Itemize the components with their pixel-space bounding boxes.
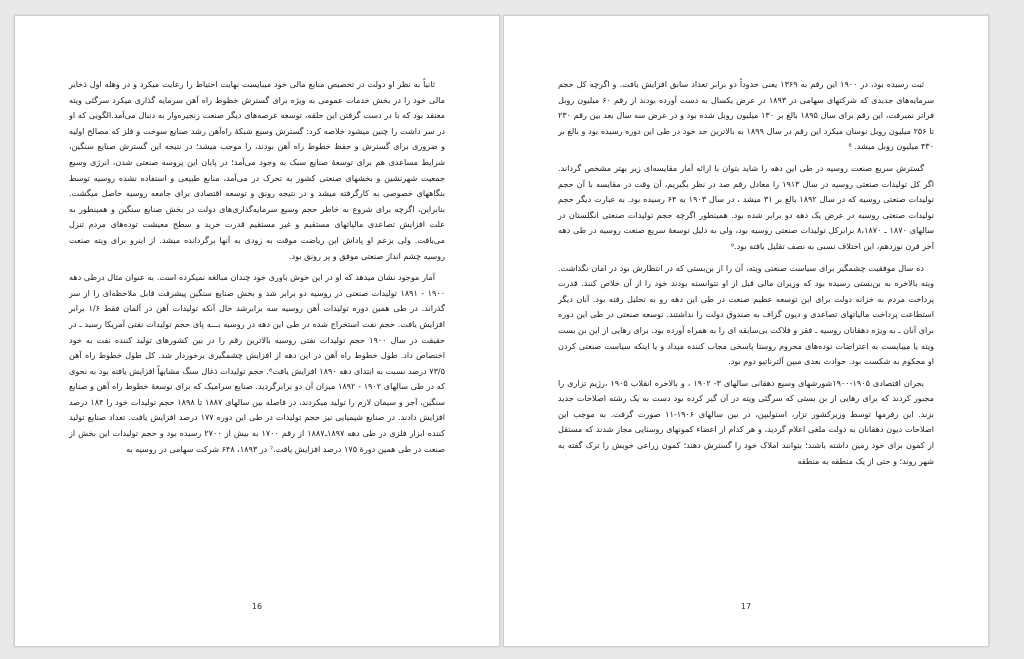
document-page-left <box>14 15 500 647</box>
page-number: 17 <box>740 602 752 611</box>
paragraph: ده سال موفقیت چشمگیر برای سیاست صنعتی ویته، آن را از بن‌بستی که در انتظارش بود در امان نگذاشت. ویته بالاخره به بن‌بستی رسیده بود که وزیران مالی قبل از او نتوانسته بودند خود را از آن خلاص کنند. قدرت پرداخت مردم به خزانه دولت برای این توسعه عظیم صنعت در طی این دهه رو به تحلیل رفته بود. آنان دیگر استطاعت پرداخت مالیاتهای تصاعدی و دیون گزاف به صندوق دولت را نداشتند. توسعه صنعتی در طی این دوره برای آنان ـ به ویژه دهقانان روسیه ـ فقر و فلاکت بی‌سابقه ای را به همراه آورده بود. برای رهایی از این بن بست ویته یا میبایست به اعتراضات توده‌های محروم روستا پاسخی مجاب کننده میداد و یا اینکه سیاست صنعتی کردن او محکوم به شکست بود. حوادث بعدی مبین آلترناتیو دوم بود. <box>558 262 934 367</box>
document-page-right <box>503 15 989 647</box>
paragraph: گسترش سریع صنعت روسیه در طی این دهه را شاید بتوان با ارائه آمار مقایسه‌ای زیر بهتر مشخص گرداند. اگر کل تولیدات صنعتی روسیه در سال ۱۹۱۳ را معادل رقم صد در نظر بگیریم، آن وقت در مقایسه با آن حجم تولیدات صنعتی روسیه که در سال ۱۸۹۲ بالغ بر ۳۱ میشد ، در سال ۱۹۰۳ به ۶۴ رسیده بود. به عبارت دیگر حجم تولیدات صنعتی روسیه در عرض یک دهه دو برابر شده بود. همینطور اگرچه حجم تولیدات صنعتی انگلستان در سالهای ۱۸۷۰ ـ ۸،۱۸۷۰ برابرکل تولیدات صنعتی روسیه بود، ولی به دلیل توسعهٔ سریع صنعت روسیه در طی دهه آخر قرن نوزدهم، این اختلاف نسبی به نصف تقلیل یافته بود.⁹ <box>558 162 934 251</box>
paragraph: آمار موجود نشان میدهد که او در این خوش باوری خود چندان مبالغه نمیکرده است. به عنوان مثال درطی دهه ۱۹۰۰ - ۱۸۹۱ تولیدات صنعتی در روسیه دو برابر شد و بخش صنایع سنگین پیشرفت قابل ملاحظه‌ای را از سر گذراند. در طی همین دوره تولیدات آهن روسیه سه برابرشد حال آنکه تولیدات آهن در آلمان فقط ۱/۶ برابر افزایش یافت. حجم نفت استخراج شده در طی این دهه در روسیه بـــه پای حجم تولیدات نفتی آمریکا رسید ـ در حقیقت در سال ۱۹۰۰ حجم تولیدات نفتی روسیه بالاترین رقم را در بین کشورهای تولید کننده نفت به خود اختصاص داد. طول خطوط راه آهن در این دهه از افزایش چشمگیری برخوردار شد. کل طول خطوط راه آهن ۷۳/۵ درصد نسبت به ابتدای دهه ۱۸۹۰ افزایش یافت⁶. حجم تولیدات ذغال سنگ مشابهاً افزایش یافته بود به نحوی که در طی سالهای ۱۹۰۲ - ۱۸۹۲ میزان آن دو برابرگردید. صنایع سرامیک که برای توسعهٔ خطوط راه آهن و صنایع سنگین، آجر و سیمان لازم را تولید میکردند، در فاصله بین سالهای ۱۸۸۷ تا ۱۸۹۸ حجم تولیدات خود را ۱۸۴ درصد افزایش دادند. در صنایع شیمیایی نیز حجم تولیدات در طی این دوره ۱۷۷ درصد افزایش یافت. تعداد صنایع تولید کننده ابزار فلزی در طی دهه ۱۸۹۷ـ۱۸۸۷ از رقم ۱۷۰۰ به بیش از ۲۷۰۰ رسیده بود و حجم تولیدات این بخش از صنعت در طی همین دورهٔ ۱۷۵ درصد افزایش یافت.⁷ در ۱۸۹۳، ۶۴۸ شرکت سهامی در روسیه به <box>69 272 445 454</box>
paragraph: بحران اقتصادی ۱۹۰۵-۱۹۰۰شورشهای وسیع دهقانی سالهای ۳- ۱۹۰۲ ، و بالاخره انقلاب ۱۹۰۵ ،رژیم تزاری را مجبور کردند که برای رهایی از بن بستی که سرگئی ویته در آن گیر کرده بود دست به یک رشته اصلاحات جدید بزند. این رفرمها توسط وزیرکشور تزار، استولیپن، در بین سالهای ۱۹۰۶-۱۱ صورت گرفت. به موجب این اصلاحات دیون دهقانان به دولت ملغی اعلام گردید، و هر کدام از اعضاء کمونهای روستایی مجاز شدند که مستقل از کمون برای خود زمین داشته باشند؛ بتوانند املاک خود را گسترش دهند؛ کمون زراعی خویش را ترک گفته به شهر روند؛ و حتی از یک منطقه به منطقه <box>558 377 934 466</box>
page-text-left <box>69 77 445 463</box>
paragraph: ثبت رسیده بود، در ۱۹۰۰ این رقم به ۱۳۶۹ یعنی حدوداً دو برابر تعداد سابق افزایش یافت. و اگرچه کل حجم سرمایه‌های جدیدی که شرکتهای سهامی در ۱۸۹۳ در عرض یکسال به دست آورده بودند از رقم ۶۰ میلیون روبل فراتر نمیرفت، این رقم برای سال ۱۸۹۵ بالغ بر ۱۳۰ میلیون روبل شده بود و در عرض سه سال بعد بین رقم ۲۳۰ تا ۲۵۶ میلیون روبل نوسان میکرد این رقم در سال ۱۸۹۹ به بالاترین حد خود در طی این دوره رسیده بود و بالغ بر ۴۳۰ میلیون روبل میشد. ⁸ <box>558 79 935 152</box>
paragraph: ثانیاً به نظر او دولت در تخصیص منابع مالی خود میبایست نهایت احتیاط را رعایت میکرد و در وهله اول ذخایر مالی خود را در بخش خدمات عمومی به ویژه برای گسترش خطوط راه آهن سرمایه گذاری میکرد سرگئی ویته معتقد بود که با در دست گرفتن این حلقه، توسعه عرصه‌های دیگر صنعت زنجیره‌وار به دنبال می‌آمد.الگویی که او در سر داشت را چنین میشود خلاصه کرد: گسترش وسیع شبکهٔ راه‌آهن رشد صنایع سوخت و فلز که مصالح اولیه و ضروری برای گسترش و حفظ خطوط راه آهن بودند، را موجب میشد؛ در نتیجه این گسترش صنایع سنگین، شرایط مساعدی هم برای توسعهٔ صنایع سبک به وجود می‌آمد؛ در پایان این پروسه صنعتی شدن، انرژی وسیع جمعیت شهرنشین و بخشهای صنعتی کشور به تحرک در می‌آمد، منابع طبیعی و استفاده نشده روسیه توسط بنگاههای خصوصی به کارگرفته میشد و در نتیجه رونق و توسعه اقتصادی برای جامعه روسیه حاصل میگشت. بنابراین، اگرچه برای شروع به خاطر حجم وسیع سرمایه‌گذاری‌های دولت در بخش صنایع سنگین و همینطور به علت افزایش تصاعدی مالیاتهای مستقیم و غیر مستقیم قدرت خرید و سطح معیشت توده‌های مردم تنزل می‌یافت. ولی بزعم او پاداش این ریاضت موقت به زودی به آنها برگردانده میشد. از اینرو برای ویته صنعت روسیه چشم انداز صنعتی موفق و پر رونق بود. <box>69 79 445 261</box>
page-text-right <box>558 77 934 475</box>
page-number: 16 <box>251 602 263 611</box>
